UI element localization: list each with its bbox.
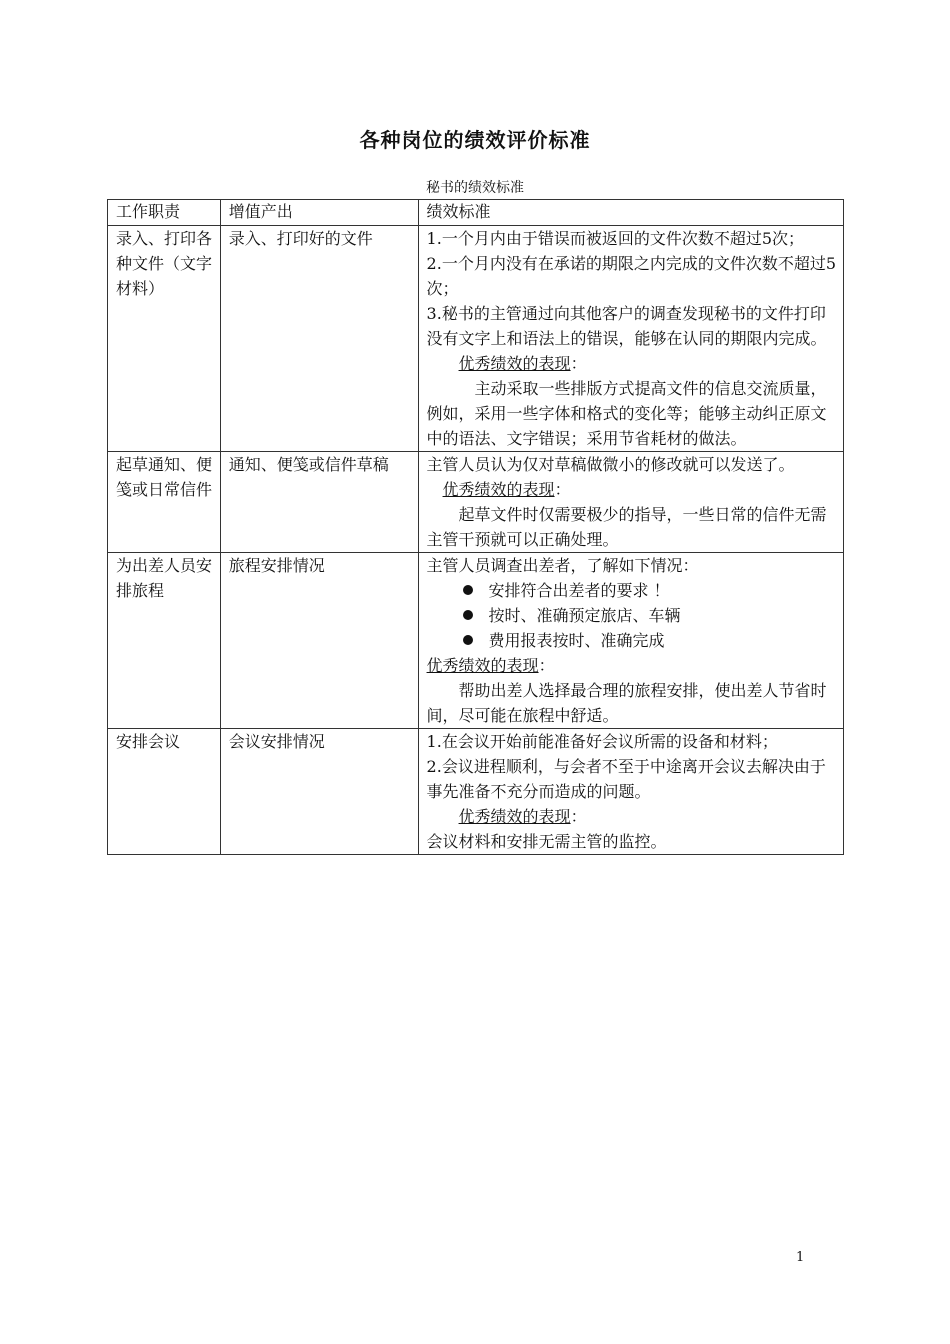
- excellent-label: 优秀绩效的表现: [458, 354, 571, 373]
- duty-cell: 安排会议: [108, 729, 221, 855]
- standard-item: 3.秘书的主管通过向其他客户的调查发现秘书的文件打印没有文字上和语法上的错误，能够在认同的期限内完成。: [426, 304, 827, 348]
- list-item: [427, 578, 836, 603]
- header-duty: 工作职责: [108, 200, 221, 226]
- excellent-colon: ：: [554, 480, 571, 499]
- bullet-list: [427, 578, 836, 653]
- header-standard: 绩效标准: [418, 200, 843, 226]
- excellent-colon: ：: [570, 354, 587, 373]
- standard-intro: 主管人员认为仅对草稿做微小的修改就可以发送了。: [426, 455, 795, 474]
- standard-cell: [418, 553, 843, 729]
- standard-intro: 主管人员调查出差者，了解如下情况：: [426, 556, 699, 575]
- output-cell: 旅程安排情况: [220, 553, 418, 729]
- document-title: 各种岗位的绩效评价标准: [359, 128, 591, 152]
- standard-item: 1.一个月内由于错误而被返回的文件次数不超过5次；: [426, 229, 804, 248]
- output-cell: 会议安排情况: [220, 729, 418, 855]
- excellent-text: 会议材料和安排无需主管的监控。: [426, 832, 667, 851]
- excellent-colon: ：: [570, 807, 587, 826]
- duty-cell: 录入、打印各种文件（文字材料）: [108, 226, 221, 452]
- output-cell: 通知、便笺或信件草稿: [220, 452, 418, 553]
- standard-item: 2.会议进程顺利，与会者不至于中途离开会议去解决由于事先准备不充分而造成的问题。: [426, 757, 826, 801]
- duty-cell: 起草通知、便笺或日常信件: [108, 452, 221, 553]
- excellent-heading: [427, 351, 836, 376]
- excellent-heading: [427, 653, 836, 678]
- list-item: [427, 628, 836, 653]
- bullet-icon: [463, 610, 473, 620]
- table-row: [108, 729, 844, 855]
- excellent-text: 起草文件时仅需要极少的指导，一些日常的信件无需主管干预就可以正确处理。: [426, 505, 827, 549]
- excellent-label: 优秀绩效的表现: [442, 480, 555, 499]
- bullet-text: 费用报表按时、准确完成: [488, 631, 665, 650]
- output-cell: 录入、打印好的文件: [220, 226, 418, 452]
- standard-cell: [418, 226, 843, 452]
- table-row: [108, 553, 844, 729]
- excellent-heading: [427, 804, 836, 829]
- header-output: 增值产出: [220, 200, 418, 226]
- duty-cell: 为出差人员安排旅程: [108, 553, 221, 729]
- excellent-colon: ：: [538, 656, 555, 675]
- table-caption: 秘书的绩效标准: [426, 180, 524, 196]
- standard-cell: [418, 729, 843, 855]
- page-number: 1: [796, 1250, 805, 1265]
- bullet-icon: [463, 585, 473, 595]
- excellent-text: 主动采取一些排版方式提高文件的信息交流质量，例如，采用一些字体和格式的变化等；能够主动纠正原文中的语法、文字错误；采用节省耗材的做法。: [426, 379, 827, 448]
- standard-item: 1.在会议开始前能准备好会议所需的设备和材料；: [426, 732, 778, 751]
- list-item: [427, 603, 836, 628]
- excellent-text: 帮助出差人选择最合理的旅程安排，使出差人节省时间，尽可能在旅程中舒适。: [426, 681, 827, 725]
- bullet-text: 安排符合出差者的要求 ！: [488, 581, 670, 600]
- excellent-heading: [427, 477, 836, 502]
- table-row: [108, 226, 844, 452]
- excellent-label: 优秀绩效的表现: [426, 656, 539, 675]
- standard-cell: [418, 452, 843, 553]
- bullet-text: 按时、准确预定旅店、车辆: [488, 606, 681, 625]
- excellent-label: 优秀绩效的表现: [458, 807, 571, 826]
- bullet-icon: [463, 635, 473, 645]
- standard-item: 2.一个月内没有在承诺的期限之内完成的文件次数不超过5次；: [426, 254, 836, 298]
- table-row: [108, 452, 844, 553]
- table-header-row: [108, 200, 844, 226]
- performance-standards-table: [107, 199, 844, 855]
